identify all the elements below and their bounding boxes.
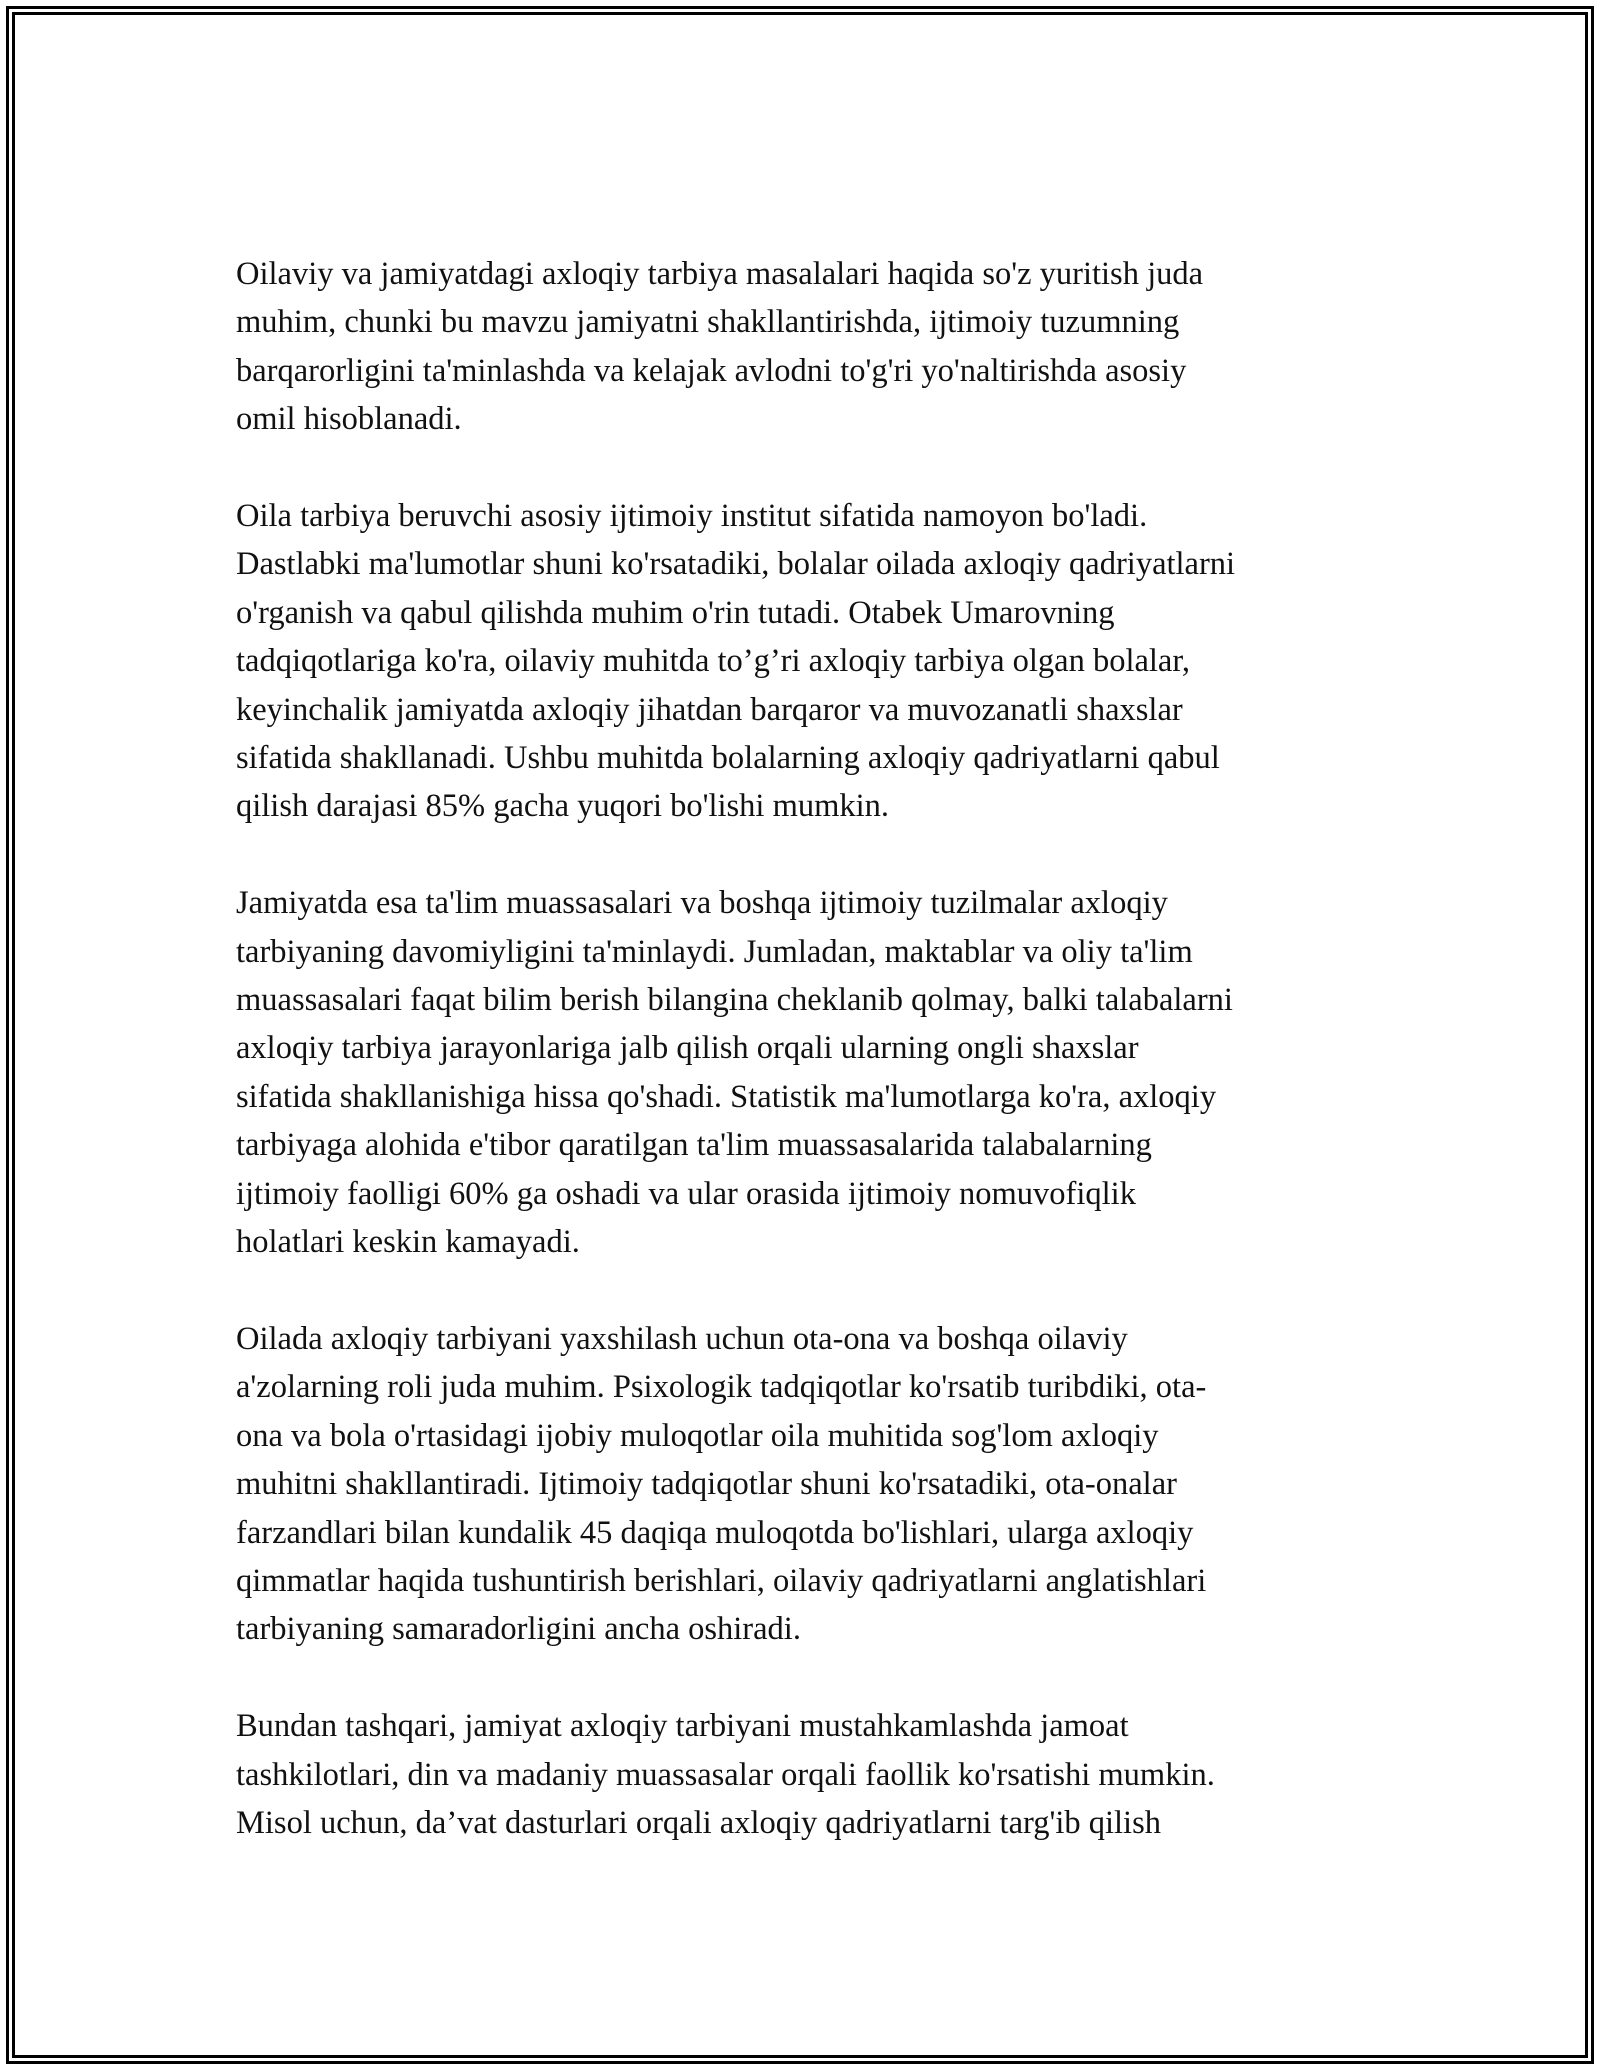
- paragraph-public-organizations: Bundan tashqari, jamiyat axloqiy tarbiyani mustahkamlashda jamoat tashkilotlari, din va madaniy muassasalar orqali faollik ko'rsatishi mumkin. Misol uchun, da’vat dasturlari orqali axloqiy qadriyatlarni targ'ib qilish: [236, 1708, 1215, 1841]
- document-body: [236, 250, 1376, 1847]
- paragraph-parents-role: Oilada axloqiy tarbiyani yaxshilash uchun ota-ona va boshqa oilaviy a'zolarning roli juda muhim. Psixologik tadqiqotlar ko'rsatib turibdiki, ota- ona va bola o'rtasidagi ijobiy muloqotlar oila muhitida sog'lom axloqiy muhitni shakllantiradi. Ijtimoiy tadqiqotlar shuni ko'rsatadiki, ota-onalar farzandlari bilan kundalik 45 daqiqa muloqotda bo'lishlari, ularga axloqiy qimmatlar haqida tushuntirish berishlari, oilaviy qadriyatlarni anglatishlari tarbiyaning samaradorligini ancha oshiradi.: [236, 1320, 1207, 1648]
- paragraph-intro: Oilaviy va jamiyatdagi axloqiy tarbiya masalalari haqida so'z yuritish juda muhim, chunki bu mavzu jamiyatni shakllantirishda, ijtimoiy tuzumning barqarorligini ta'minlashda va kelajak avlodni to'g'ri yo'naltirishda asosiy omil hisoblanadi.: [236, 256, 1204, 438]
- paragraph-education-institutions: Jamiyatda esa ta'lim muassasalari va boshqa ijtimoiy tuzilmalar axloqiy tarbiyaning davomiyligini ta'minlaydi. Jumladan, maktablar va oliy ta'lim muassasalari faqat bilim berish bilangina cheklanib qolmay, balki talabalarni axloqiy tarbiya jarayonlariga jalb qilish orqali ularning ongli shaxslar sifatida shakllanishiga hissa qo'shadi. Statistik ma'lumotlarga ko'ra, axloqiy tarbiyaga alohida e'tibor qaratilgan ta'lim muassasalarida talabalarning ijtimoiy faolligi 60% ga oshadi va ular orasida ijtimoiy nomuvofiqlik holatlari keskin kamayadi.: [236, 885, 1233, 1261]
- paragraph-family-institution: Oila tarbiya beruvchi asosiy ijtimoiy institut sifatida namoyon bo'ladi. Dastlabki ma'lumotlar shuni ko'rsatadiki, bolalar oilada axloqiy qadriyatlarni o'rganish va qabul qilishda muhim o'rin tutadi. Otabek Umarovning tadqiqotlariga ko'ra, oilaviy muhitda to’g’ri axloqiy tarbiya olgan bolalar, keyinchalik jamiyatda axloqiy jihatdan barqaror va muvozanatli shaxslar sifatida shakllanadi. Ushbu muhitda bolalarning axloqiy qadriyatlarni qabul qilish darajasi 85% gacha yuqori bo'lishi mumkin.: [236, 498, 1236, 825]
